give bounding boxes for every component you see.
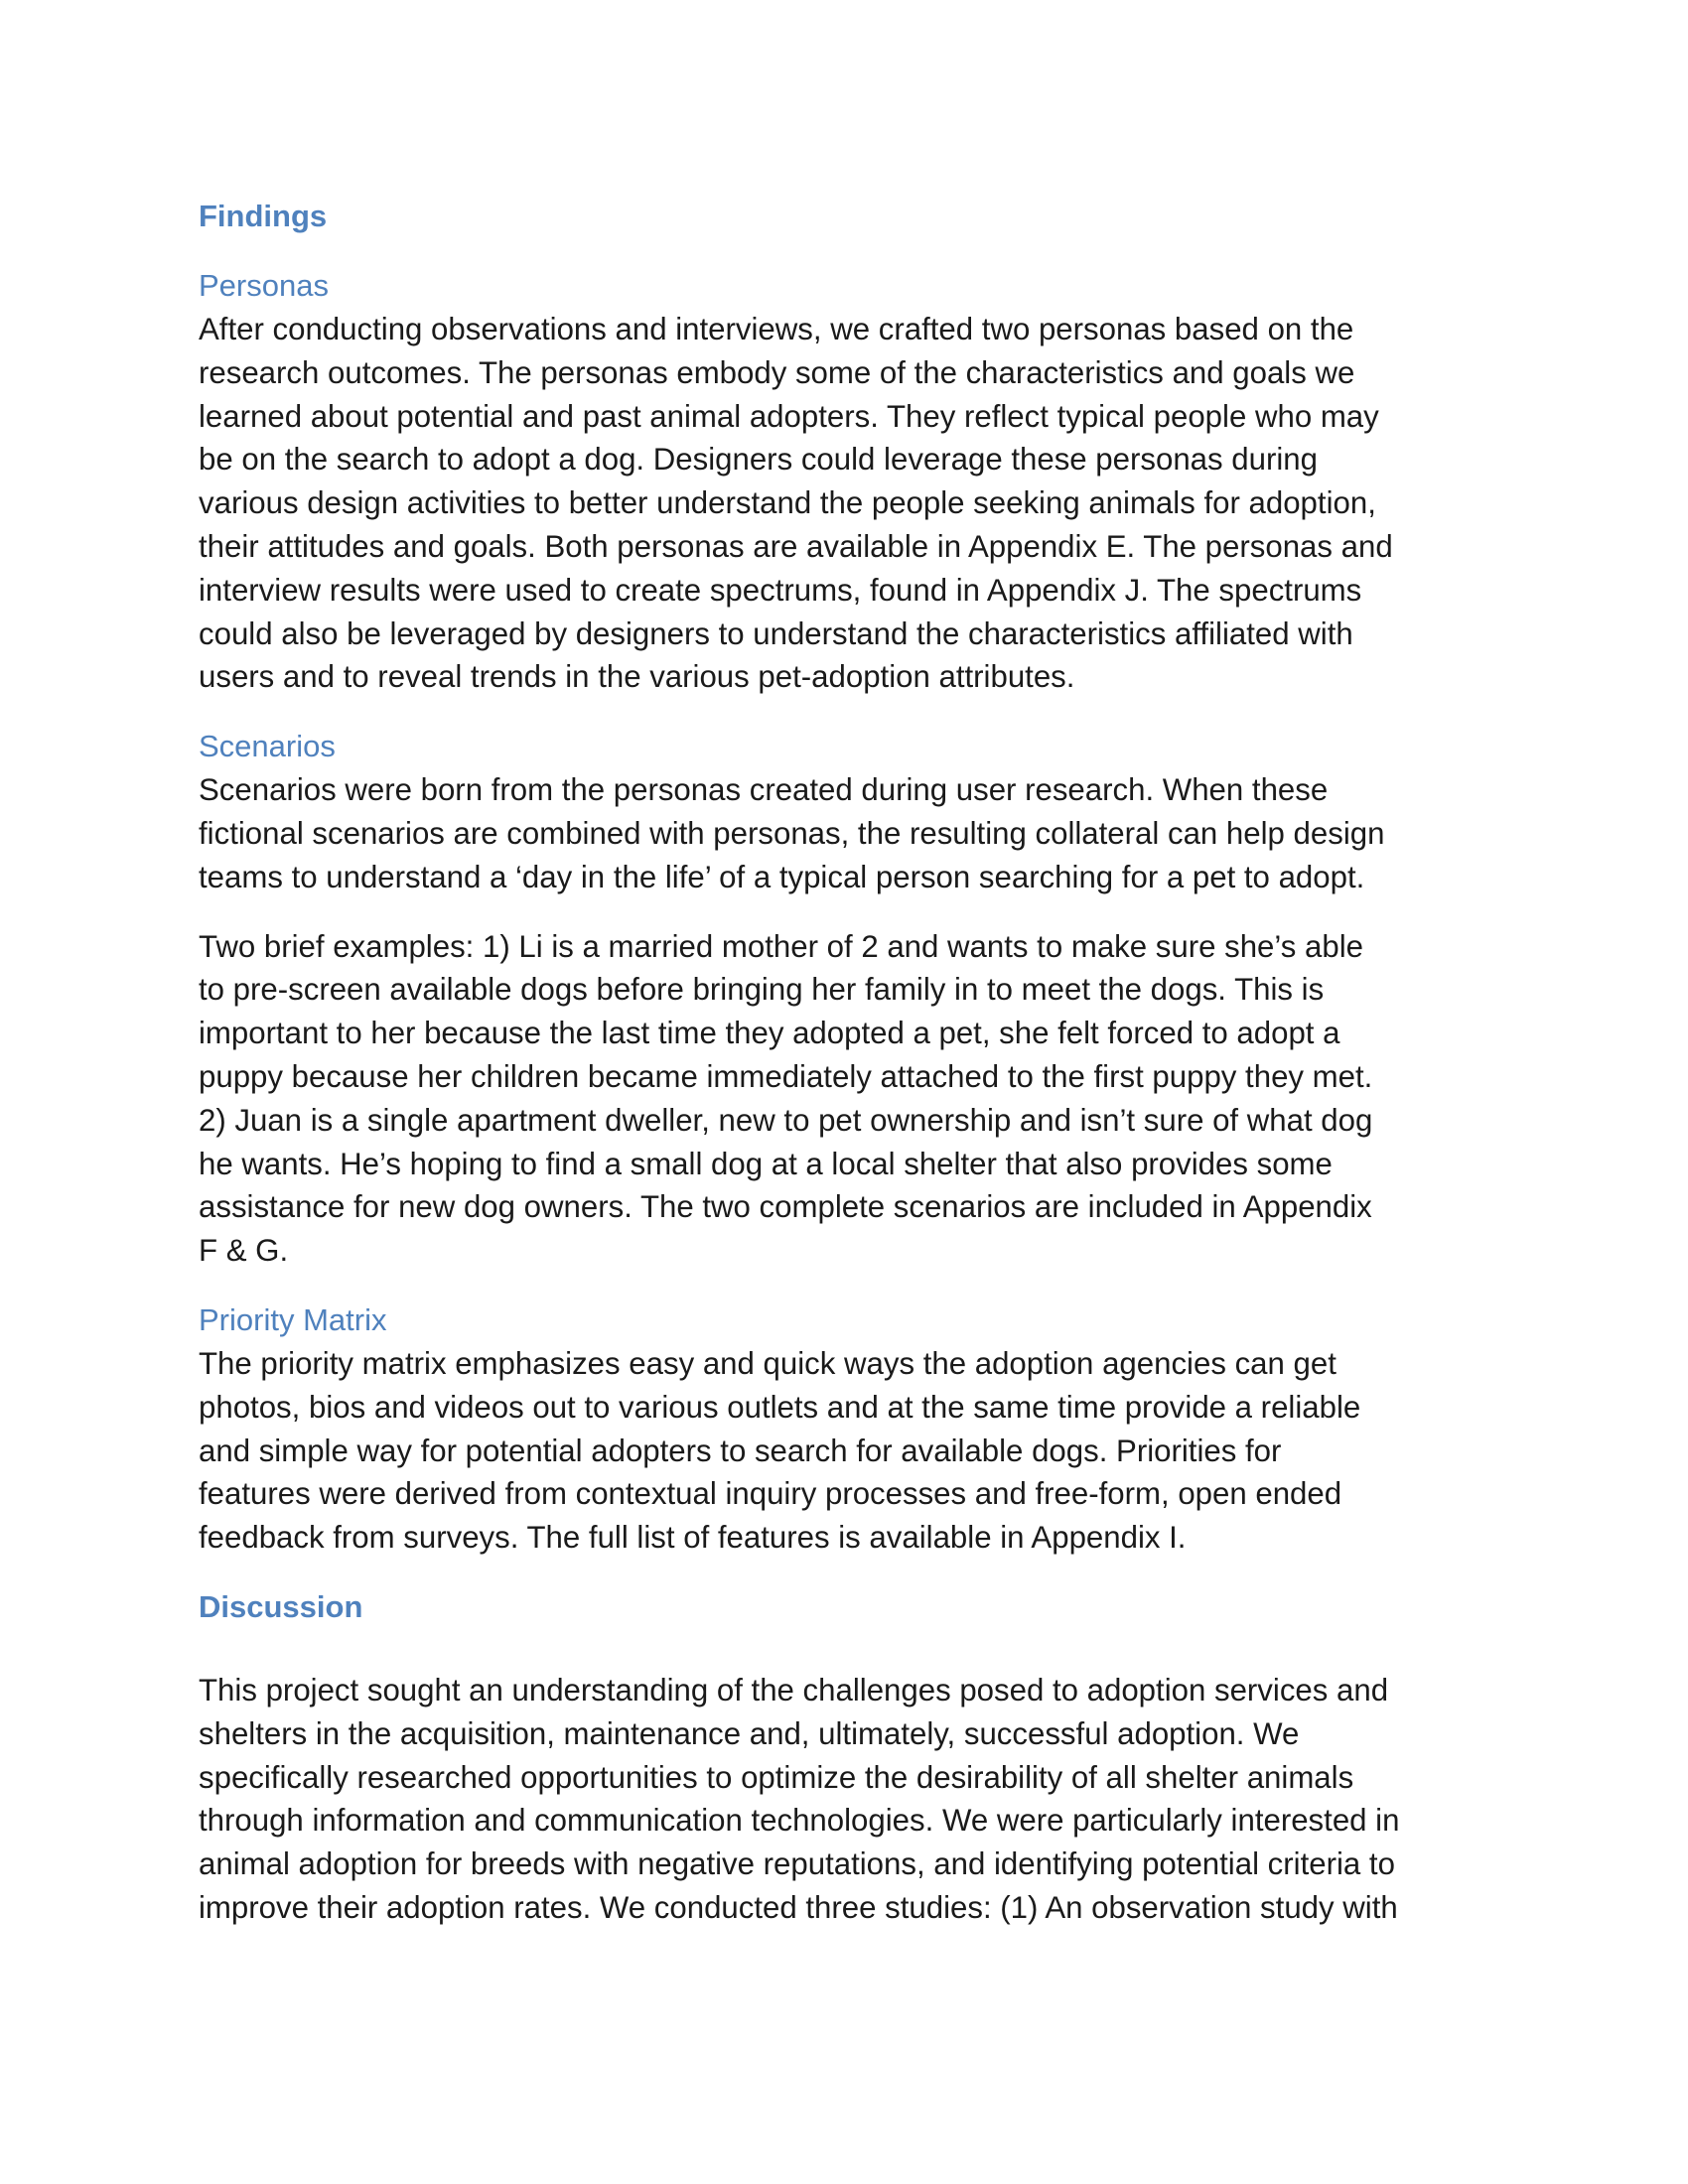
priority-matrix-paragraph bbox=[199, 1342, 1489, 1560]
text-line: After conducting observations and interviews, we crafted two personas based on the bbox=[199, 312, 1354, 346]
text-line: puppy because her children became immediately attached to the first puppy they met. bbox=[199, 1058, 1373, 1094]
text-line: important to her because the last time they adopted a pet, she felt forced to adopt a bbox=[199, 1016, 1340, 1051]
text-line: assistance for new dog owners. The two complete scenarios are included in Appendix bbox=[199, 1189, 1372, 1225]
scenarios-heading: Scenarios bbox=[199, 729, 336, 764]
personas-heading: Personas bbox=[199, 268, 329, 303]
text-line: fictional scenarios are combined with personas, the resulting collateral can help design bbox=[199, 815, 1385, 851]
text-line: improve their adoption rates. We conducted three studies: (1) An observation study with bbox=[199, 1889, 1398, 1925]
text-line: animal adoption for breeds with negative reputations, and identifying potential criteria to bbox=[199, 1846, 1395, 1882]
discussion-paragraph bbox=[199, 1669, 1489, 1930]
text-line: through information and communication technologies. We were particularly interested in bbox=[199, 1803, 1400, 1839]
scenarios-paragraph-2 bbox=[199, 925, 1489, 1273]
text-line: interview results were used to create spectrums, found in Appendix J. The spectrums bbox=[199, 572, 1362, 608]
text-line: be on the search to adopt a dog. Designers could leverage these personas during bbox=[199, 442, 1318, 478]
personas-paragraph bbox=[199, 308, 1489, 699]
scenarios-paragraph-1 bbox=[199, 768, 1489, 898]
text-line: 2) Juan is a single apartment dweller, new to pet ownership and isn’t sure of what dog bbox=[199, 1102, 1373, 1138]
text-line: and simple way for potential adopters to search for available dogs. Priorities for bbox=[199, 1433, 1282, 1468]
text-line: specifically researched opportunities to optimize the desirability of all shelter animals bbox=[199, 1759, 1354, 1795]
text-line: feedback from surveys. The full list of features is available in Appendix I. bbox=[199, 1520, 1187, 1556]
text-line: to pre-screen available dogs before bringing her family in to meet the dogs. This is bbox=[199, 972, 1325, 1008]
text-line: various design activities to better understand the people seeking animals for adoption, bbox=[199, 485, 1376, 521]
text-line: research outcomes. The personas embody some of the characteristics and goals we bbox=[199, 354, 1355, 390]
findings-heading: Findings bbox=[199, 199, 328, 233]
text-line: The priority matrix emphasizes easy and quick ways the adoption agencies can get bbox=[199, 1345, 1336, 1381]
text-line: Two brief examples: 1) Li is a married mother of 2 and wants to make sure she’s able bbox=[199, 928, 1363, 964]
text-line: shelters in the acquisition, maintenance and, ultimately, successful adoption. We bbox=[199, 1715, 1300, 1751]
text-line: users and to reveal trends in the various pet-adoption attributes. bbox=[199, 659, 1075, 695]
text-line: learned about potential and past animal adopters. They reflect typical people who may bbox=[199, 398, 1379, 434]
discussion-heading: Discussion bbox=[199, 1588, 363, 1624]
document-body bbox=[199, 195, 1489, 1930]
text-line: Scenarios were born from the personas created during user research. When these bbox=[199, 772, 1329, 808]
text-line: could also be leveraged by designers to understand the characteristics affiliated with bbox=[199, 615, 1353, 651]
text-line: photos, bios and videos out to various outlets and at the same time provide a reliable bbox=[199, 1389, 1361, 1425]
text-line: their attitudes and goals. Both personas are available in Appendix E. The personas and bbox=[199, 528, 1393, 564]
text-line: he wants. He’s hoping to find a small dog at a local shelter that also provides some bbox=[199, 1146, 1333, 1181]
text-line: F & G. bbox=[199, 1233, 289, 1269]
text-line: This project sought an understanding of the challenges posed to adoption services and bbox=[199, 1672, 1389, 1707]
priority-matrix-heading: Priority Matrix bbox=[199, 1301, 387, 1337]
text-line: teams to understand a ‘day in the life’ of a typical person searching for a pet to adopt. bbox=[199, 859, 1365, 894]
text-line: features were derived from contextual inquiry processes and free-form, open ended bbox=[199, 1476, 1342, 1512]
